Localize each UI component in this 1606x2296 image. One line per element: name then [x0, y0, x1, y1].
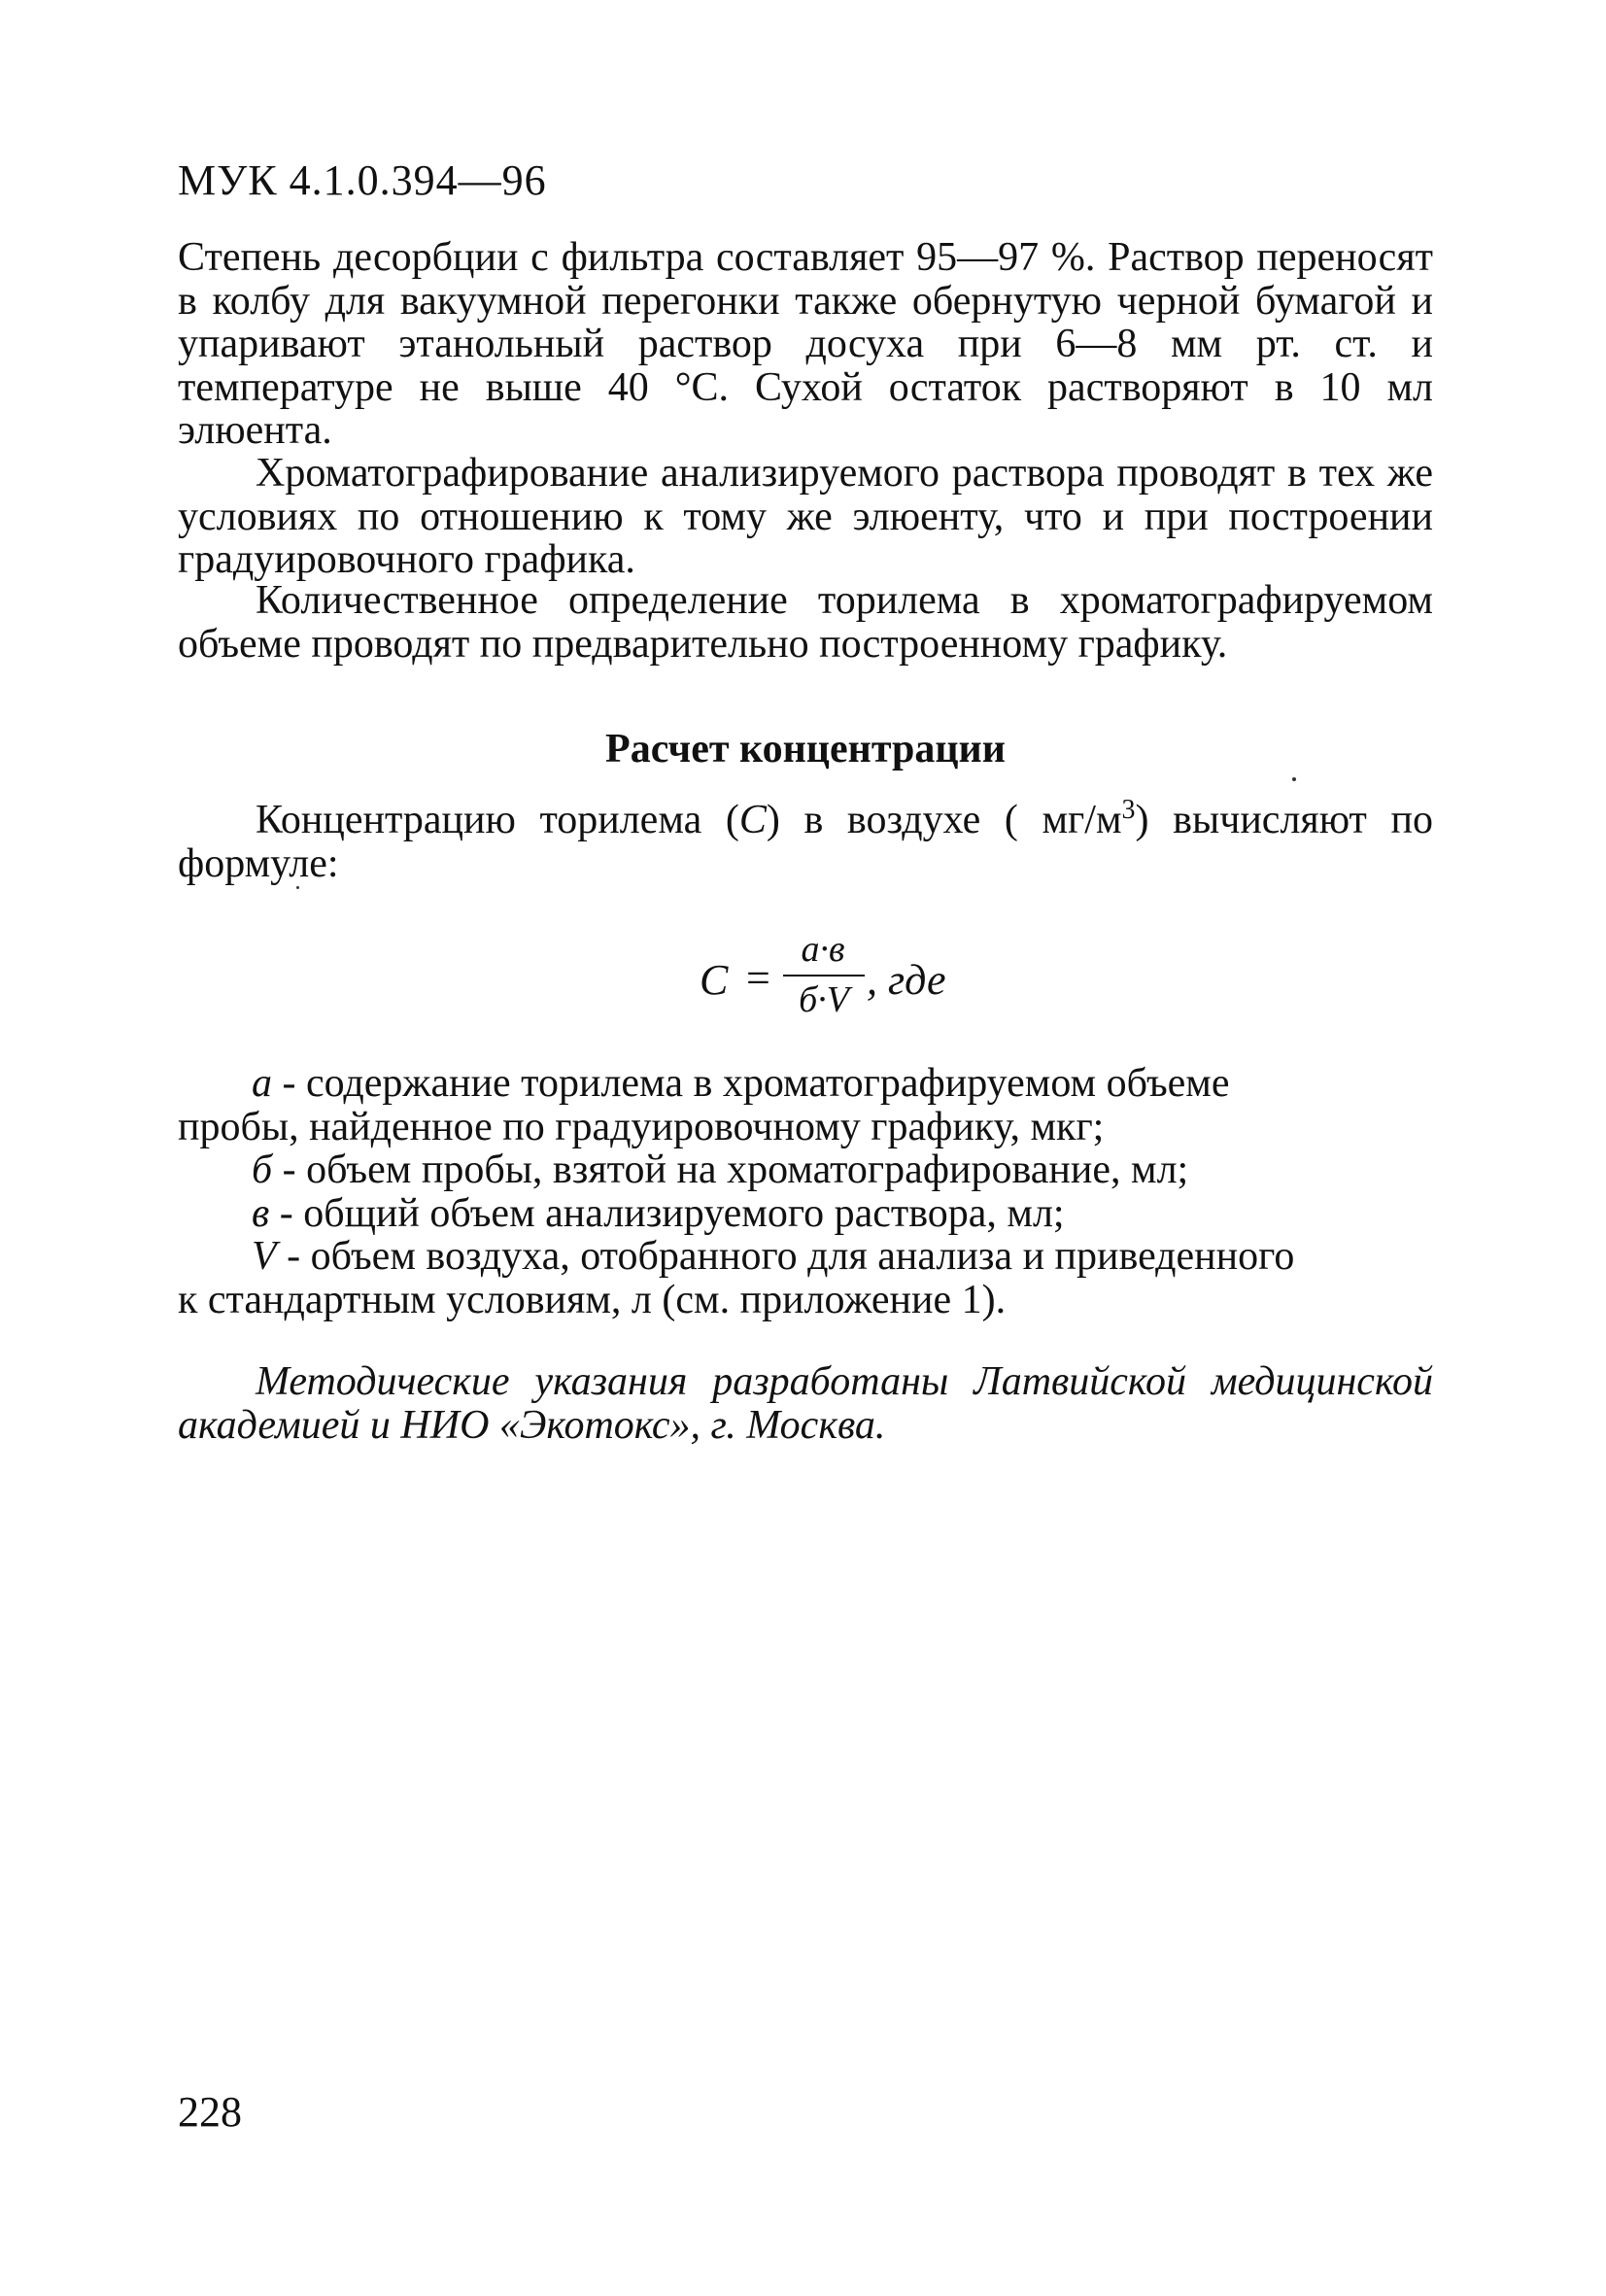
variable-definitions — [178, 1062, 1433, 1321]
def-text-air: - объем воздуха, отобранного для анализа и приведенного — [276, 1234, 1295, 1279]
definition-b — [178, 1148, 1433, 1192]
formula-denominator: б·V — [799, 979, 849, 1020]
authorship-note: Методические указания разработаны Латвийской медицинской академией и НИО «Экотокс», г. Москва. — [178, 1359, 1433, 1448]
def-text-v: - общий объем анализируемого раствора, мл; — [269, 1190, 1065, 1236]
def-text-b: - объем пробы, взятой на хроматографирование, мл; — [272, 1148, 1189, 1192]
paragraph-concentration-intro — [178, 789, 1433, 885]
def-var-a: а — [252, 1061, 272, 1106]
intro-superscript: 3 — [1121, 795, 1136, 825]
intro-text-end: ) вычисляют по формуле: — [178, 798, 1433, 886]
definition-air-volume-cont: к стандартным условиям, л (см. приложение 1). — [178, 1277, 1007, 1322]
paragraph-chromatography: Хроматографирование анализируемого раствора проводят в тех же условиях по отношению к тому же элюенту, что и при построении градуировочного графика. — [178, 451, 1433, 582]
section-title: Расчет концентрации — [605, 727, 1006, 771]
concentration-formula — [700, 928, 1010, 1025]
intro-var-c: С — [738, 798, 767, 842]
formula-lhs: C — [700, 956, 729, 1004]
paragraph-desorption: Степень десорбции с фильтра составляет 95—97 %. Раствор переносят в колбу для вакуумной перегонки также обернутую черной бумагой и упаривают этанольный раствор досуха при 6—8 мм рт. ст. и температуре не выше 40 °С. Сухой остаток растворяют в 10 мл элюента. — [178, 235, 1433, 453]
intro-text-a: Концентрацию торилема ( — [256, 798, 739, 842]
definition-a — [178, 1062, 1433, 1106]
def-text-a: - содержание торилема в хроматографируемом объеме — [272, 1061, 1230, 1106]
def-var-v: в — [252, 1190, 270, 1236]
scan-speck — [1292, 777, 1296, 781]
formula-equals: = — [746, 954, 770, 1002]
page-number: 228 — [178, 2088, 242, 2136]
paragraph-quantitative: Количественное определение торилема в хроматографируемом объеме проводят по предварительно построенному графику. — [178, 578, 1433, 667]
intro-text-b: ) в воздухе ( мг/м — [766, 798, 1122, 842]
definition-v — [178, 1192, 1433, 1236]
formula-numerator: а·в — [801, 929, 845, 970]
definition-air-volume — [178, 1235, 1433, 1279]
def-var-air: V — [252, 1234, 277, 1279]
scan-speck — [296, 886, 299, 889]
formula-fraction-bar — [783, 975, 865, 977]
document-code-header: МУК 4.1.0.394—96 — [178, 156, 547, 204]
definition-a-cont: пробы, найденное по градуировочному графику, мкг; — [178, 1104, 1105, 1149]
formula-tail: , где — [867, 956, 946, 1004]
def-var-b: б — [252, 1148, 273, 1192]
